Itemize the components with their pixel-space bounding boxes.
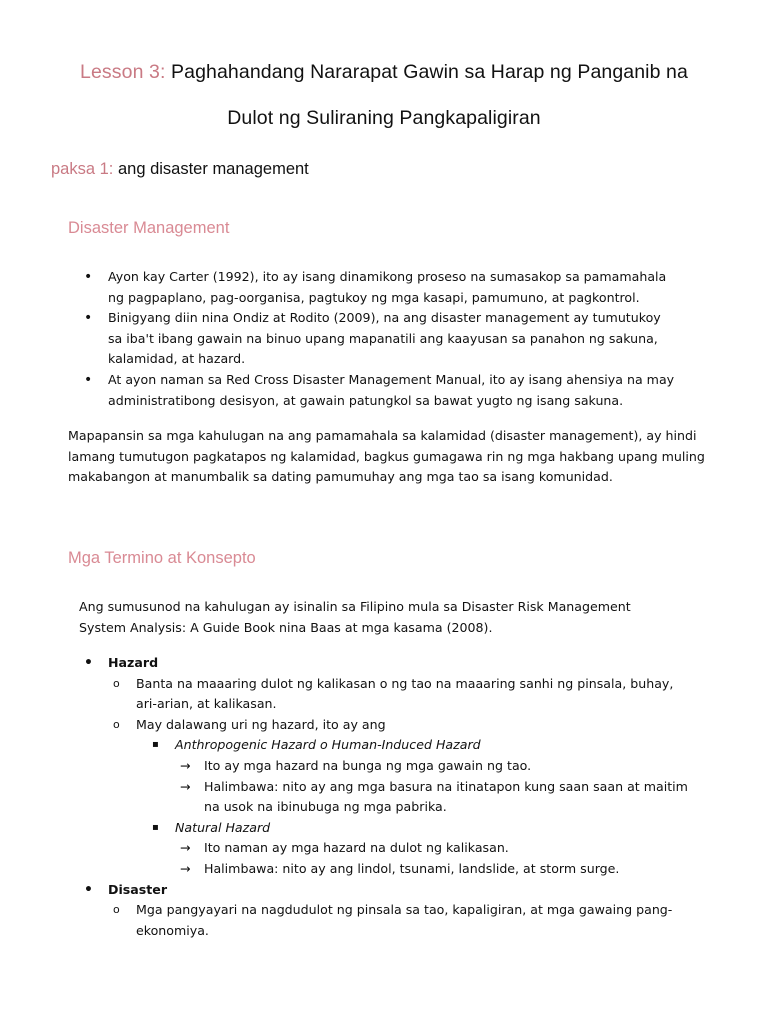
- topic-text: ang disaster management: [117, 160, 309, 178]
- anthropogenic-example: → Halimbawa: nito ay ang mga basura na itinatapon kung saan saan at maitim na usok na ibinubuga ng mga pabrika.: [68, 777, 688, 818]
- definition-carter: • Ayon kay Carter (1992), ito ay isang dinamikong proseso na sumasakop sa pamamahala ng pagpaplano, pag-oorganisa, pagtukoy ng mga kasapi, pamumuno, at pagkontrol.: [68, 267, 678, 308]
- anthropogenic-point: → Ito ay mga hazard na bunga ng mga gawain ng tao.: [68, 756, 688, 777]
- term-disaster: • Disaster: [68, 880, 688, 901]
- definition-red-cross: • At ayon naman sa Red Cross Disaster Management Manual, ito ay isang ahensiya na may administratibong desisyon, at gawain patungkol sa bawat yugto ng isang sakuna.: [68, 370, 678, 411]
- terms-intro-paragraph: Ang sumusunod na kahulugan ay isinalin sa Filipino mula sa Disaster Risk Management System Analysis: A Guide Book nina Baas at mga kasama (2008).: [79, 599, 631, 635]
- lesson-title-text: Paghahandang Nararapat Gawin sa Harap ng Panganib na: [171, 61, 688, 83]
- hazard-type-natural: ▪ Natural Hazard: [68, 818, 688, 839]
- definition-ondiz-rodito: • Binigyang diin nina Ondiz at Rodito (2009), na ang disaster management ay tumutukoy sa iba't ibang gawain na binuo upang mapanatili ang kaayusan sa panahon ng sakuna, kalamidad, at hazard.: [68, 308, 678, 370]
- definition-list: [68, 267, 678, 411]
- hazard-type-anthropogenic: ▪ Anthropogenic Hazard o Human-Induced Hazard: [68, 735, 688, 756]
- lesson-label: Lesson 3:: [80, 61, 166, 83]
- natural-example: → Halimbawa: nito ay ang lindol, tsunami, landslide, at storm surge.: [68, 859, 688, 880]
- lesson-title-line2: Dulot ng Suliraning Pangkapaligiran: [227, 107, 541, 129]
- term-hazard: • Hazard: [68, 653, 688, 674]
- hazard-types-intro: o May dalawang uri ng hazard, ito ay ang: [68, 715, 688, 736]
- topic-heading: [51, 160, 309, 179]
- terms-list: [68, 653, 688, 941]
- hazard-definition: o Banta na maaaring dulot ng kalikasan o ng tao na maaaring sanhi ng pinsala, buhay, ari-arian, at kalikasan.: [68, 674, 688, 715]
- topic-label: paksa 1:: [51, 160, 114, 178]
- lesson-title-line1: [0, 61, 768, 84]
- disaster-definition: o Mga pangyayari na nagdudulot ng pinsala sa tao, kapaligiran, at mga gawaing pang-ekonomiya.: [68, 900, 688, 941]
- section-heading-disaster-management: Disaster Management: [68, 219, 230, 237]
- summary-paragraph: Mapapansin sa mga kahulugan na ang pamamahala sa kalamidad (disaster management), ay hindi lamang tumutugon pagkatapos ng kalamidad, bagkus gumagawa rin ng mga hakbang upang muling makabangon at manumbalik sa dating pamumuhay ang mga tao sa isang komunidad.: [68, 428, 705, 485]
- section-heading-terms: Mga Termino at Konsepto: [68, 549, 256, 567]
- natural-point: → Ito naman ay mga hazard na dulot ng kalikasan.: [68, 838, 688, 859]
